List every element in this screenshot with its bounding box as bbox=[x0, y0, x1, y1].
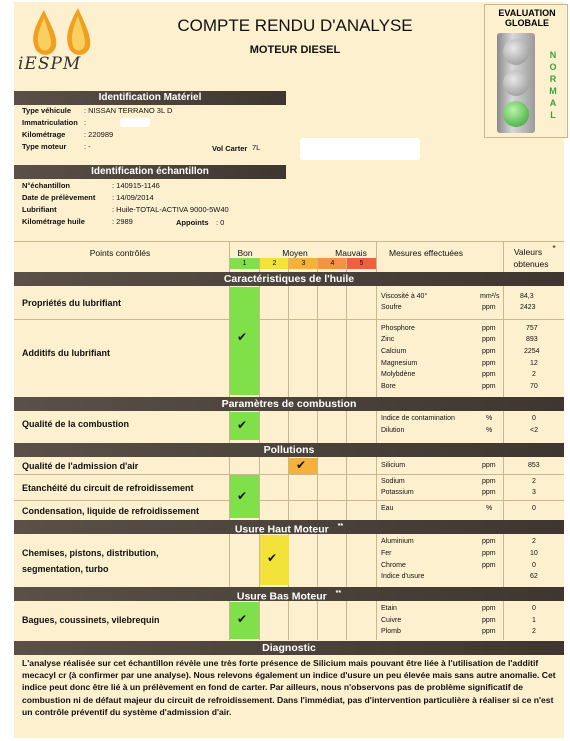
measure-name: Indice de contamination bbox=[381, 415, 455, 422]
measure-name: Dilution bbox=[381, 427, 405, 434]
measure-value: 0 bbox=[532, 505, 536, 512]
measure-value: 70 bbox=[530, 383, 538, 390]
measure-unit: mm²/s bbox=[480, 293, 500, 300]
measure-name: Soufre bbox=[381, 304, 402, 311]
check-icon: ✔ bbox=[296, 458, 307, 472]
measure-name: Sodium bbox=[381, 478, 405, 485]
status-letter: A bbox=[549, 98, 557, 108]
measure-value: 62 bbox=[530, 573, 538, 580]
measure-unit: % bbox=[486, 505, 493, 512]
check-icon: ✔ bbox=[237, 418, 248, 432]
measure-unit: ppm bbox=[482, 304, 496, 311]
status-letter: M bbox=[549, 86, 557, 96]
field-label: Lubrifiant bbox=[22, 205, 57, 214]
traffic-light-green bbox=[503, 101, 529, 127]
row-qualite-combustion: Qualité de la combustion bbox=[22, 419, 130, 429]
field-value: : 140915-1146 bbox=[112, 181, 160, 190]
status-letter: L bbox=[550, 110, 556, 120]
measure-name: Silicium bbox=[381, 462, 406, 469]
measure-value: 893 bbox=[526, 336, 538, 343]
measure-name: Magnesium bbox=[381, 360, 418, 367]
measure-value: 0 bbox=[532, 605, 536, 612]
field-label: Type véhicule bbox=[22, 106, 72, 115]
col-bon: Bon bbox=[237, 248, 253, 258]
measure-value: 3 bbox=[532, 489, 536, 496]
check-icon: ✔ bbox=[237, 330, 248, 344]
field-value: : NISSAN TERRANO 3L D bbox=[84, 106, 173, 115]
measure-unit: ppm bbox=[482, 478, 496, 485]
field-value: : - bbox=[84, 142, 91, 151]
measure-unit: ppm bbox=[482, 360, 496, 367]
section-usure-bas-mark: ** bbox=[335, 590, 342, 597]
measure-value: 84,3 bbox=[520, 293, 534, 300]
measure-unit: ppm bbox=[482, 617, 496, 624]
row-admission: Qualité de l'admission d'air bbox=[22, 461, 139, 471]
row-additifs: Additifs du lubrifiant bbox=[22, 348, 110, 358]
echantillon-header: Identification échantillon bbox=[14, 165, 286, 179]
section-usure-bas-label: Usure Bas Moteur bbox=[236, 590, 327, 603]
materiel-info bbox=[22, 106, 282, 156]
measure-unit: % bbox=[486, 427, 493, 434]
echantillon-info bbox=[22, 181, 282, 231]
row-etancheite: Etanchéité du circuit de refroidissement bbox=[22, 483, 194, 493]
section-usure-bas bbox=[14, 587, 564, 601]
appoints-value: : 0 bbox=[216, 218, 225, 227]
row-chemises bbox=[22, 545, 159, 577]
field-value: : 220989 bbox=[84, 130, 114, 139]
evaluation-globale bbox=[484, 4, 568, 138]
status-letter: O bbox=[549, 62, 557, 72]
measure-name: Fer bbox=[381, 550, 392, 557]
measure-name: Viscosité à 40° bbox=[381, 293, 428, 300]
col-points-controles: Points contrôlés bbox=[89, 248, 151, 258]
measure-name: Bore bbox=[381, 383, 396, 390]
field-value: : 14/09/2014 bbox=[112, 193, 154, 202]
vol-carter-label: Vol Carter bbox=[212, 144, 248, 153]
logo-text: iESPM bbox=[18, 54, 82, 74]
measure-name: Indice d'usure bbox=[381, 573, 425, 580]
redacted-area bbox=[120, 118, 150, 127]
row-chemises-line1: Chemises, pistons, distribution, bbox=[22, 548, 159, 558]
materiel-header: Identification Matériel bbox=[14, 91, 286, 105]
row-divider bbox=[14, 319, 564, 320]
measure-unit: ppm bbox=[482, 605, 496, 612]
measure-value: 2254 bbox=[524, 348, 540, 355]
measure-unit: ppm bbox=[482, 371, 496, 378]
row-divider bbox=[14, 474, 564, 475]
measure-value: 2423 bbox=[520, 304, 536, 311]
measure-value: 1 bbox=[532, 617, 536, 624]
evaluation-status bbox=[547, 49, 559, 121]
scale-cell-2: 2 bbox=[260, 258, 289, 269]
grid-vline bbox=[503, 242, 504, 640]
appoints-label: Appoints bbox=[176, 218, 209, 227]
scale-cell-1: 1 bbox=[230, 258, 259, 269]
row-bagues: Bagues, coussinets, vilebrequin bbox=[22, 615, 160, 625]
check-icon: ✔ bbox=[237, 612, 248, 626]
report-subtitle: MOTEUR DIESEL bbox=[249, 44, 341, 56]
status-letter: R bbox=[549, 74, 557, 84]
section-caracteristiques: Caractéristiques de l'huile bbox=[14, 272, 564, 286]
measure-value: 12 bbox=[530, 360, 538, 367]
section-pollutions: Pollutions bbox=[14, 443, 564, 457]
measure-unit: ppm bbox=[482, 550, 496, 557]
measure-unit: ppm bbox=[482, 348, 496, 355]
field-label: Date de prélèvement bbox=[22, 193, 96, 202]
measure-unit: ppm bbox=[482, 489, 496, 496]
measure-value: 2 bbox=[532, 371, 536, 378]
measure-value: <2 bbox=[530, 427, 538, 434]
measure-name: Etain bbox=[381, 605, 397, 612]
col-mauvais: Mauvais bbox=[335, 248, 367, 258]
check-icon: ✔ bbox=[237, 489, 248, 503]
traffic-light-orange bbox=[503, 70, 529, 96]
measure-name: Molybdène bbox=[381, 371, 416, 378]
vol-carter-value: 7L bbox=[252, 143, 261, 152]
measure-unit: % bbox=[486, 415, 493, 422]
measure-unit: ppm bbox=[482, 562, 496, 569]
measure-unit: ppm bbox=[482, 462, 496, 469]
row-divider bbox=[14, 500, 564, 501]
measure-unit: ppm bbox=[482, 325, 496, 332]
field-label: Kilométrage huile bbox=[22, 217, 85, 226]
measure-value: 757 bbox=[526, 325, 538, 332]
col-valeurs-star: * bbox=[552, 243, 556, 253]
table-header-top-line bbox=[14, 241, 564, 242]
evaluation-title-text: EVALUATION GLOBALE bbox=[498, 8, 556, 28]
section-diagnostic: Diagnostic bbox=[14, 641, 564, 655]
measure-unit: ppm bbox=[482, 628, 496, 635]
measure-name: Aluminium bbox=[381, 538, 414, 545]
col-moyen: Moyen bbox=[282, 248, 308, 258]
grid-vline bbox=[376, 242, 377, 640]
check-icon: ✔ bbox=[267, 551, 278, 565]
field-label: Type moteur bbox=[22, 142, 67, 151]
field-value: : bbox=[84, 118, 87, 127]
measure-value: 2 bbox=[532, 478, 536, 485]
section-usure-haut bbox=[14, 520, 564, 534]
section-combustion: Paramètres de combustion bbox=[14, 397, 564, 411]
diagnostic-text: L'analyse réalisée sur cet échantillon révèle une très forte présence de Silicium mais pouvant être liée à l'utilisation de l'additif mecacyl cr (à confirmer par une analyse). Nous relevons également un indice d'usure un peu élevée mais sans autre anomalie. Cet indice peut donc être lié à un prélèvement en fond de carter. Par ailleurs, nous n'observons pas de problème significatif de combustion ni de défaut majeur du circuit de refroidissement. Dans l'immédiat, pas d'intervention particulière à réaliser si ce n'est un contrôle préventif du système d'admission d'air. bbox=[22, 658, 556, 717]
measure-value: 10 bbox=[530, 550, 538, 557]
row-condensation: Condensation, liquide de refroidissement bbox=[22, 506, 200, 516]
status-letter: N bbox=[549, 50, 557, 60]
measure-name: Cuivre bbox=[381, 617, 402, 624]
measure-name: Eau bbox=[381, 505, 394, 512]
field-label: Kilométrage bbox=[22, 130, 66, 139]
measure-name: Plomb bbox=[381, 628, 401, 635]
measure-name: Phosphore bbox=[381, 325, 415, 332]
measure-value: 853 bbox=[528, 462, 540, 469]
section-usure-haut-label: Usure Haut Moteur bbox=[234, 523, 329, 536]
measure-name: Calcium bbox=[381, 348, 407, 355]
measure-unit: ppm bbox=[482, 383, 496, 390]
section-usure-haut-mark: ** bbox=[337, 523, 344, 530]
measure-name: Chrome bbox=[381, 562, 406, 569]
col-valeurs: Valeurs bbox=[513, 247, 543, 257]
measure-value: 2 bbox=[532, 628, 536, 635]
scale-cell-3: 3 bbox=[289, 258, 318, 269]
measure-name: Zinc bbox=[381, 336, 395, 343]
measure-value: 0 bbox=[532, 562, 536, 569]
col-mesures: Mesures effectuées bbox=[388, 248, 464, 258]
measure-value: 2 bbox=[532, 538, 536, 545]
evaluation-title bbox=[485, 8, 569, 28]
row-chemises-line2: segmentation, turbo bbox=[22, 564, 109, 574]
redacted-area bbox=[300, 138, 420, 160]
scale-cell-5: 5 bbox=[347, 258, 376, 269]
field-value: : 2989 bbox=[112, 217, 133, 226]
measure-value: 0 bbox=[532, 415, 536, 422]
field-label: Immatriculation bbox=[22, 118, 78, 127]
measure-name: Potassium bbox=[381, 489, 414, 496]
scale-cell-4: 4 bbox=[318, 258, 347, 269]
traffic-light bbox=[497, 33, 535, 133]
col-obtenues: obtenues bbox=[513, 259, 549, 269]
field-label: N°échantillon bbox=[22, 181, 71, 190]
row-proprietes: Propriétés du lubrifiant bbox=[22, 298, 122, 308]
field-value: : Huile-TOTAL-ACTIVA 9000-5W40 bbox=[112, 205, 229, 214]
report-title: COMPTE RENDU D'ANALYSE bbox=[177, 16, 413, 35]
traffic-light-red bbox=[503, 39, 529, 65]
measure-unit: ppm bbox=[482, 538, 496, 545]
measure-unit: ppm bbox=[482, 336, 496, 343]
